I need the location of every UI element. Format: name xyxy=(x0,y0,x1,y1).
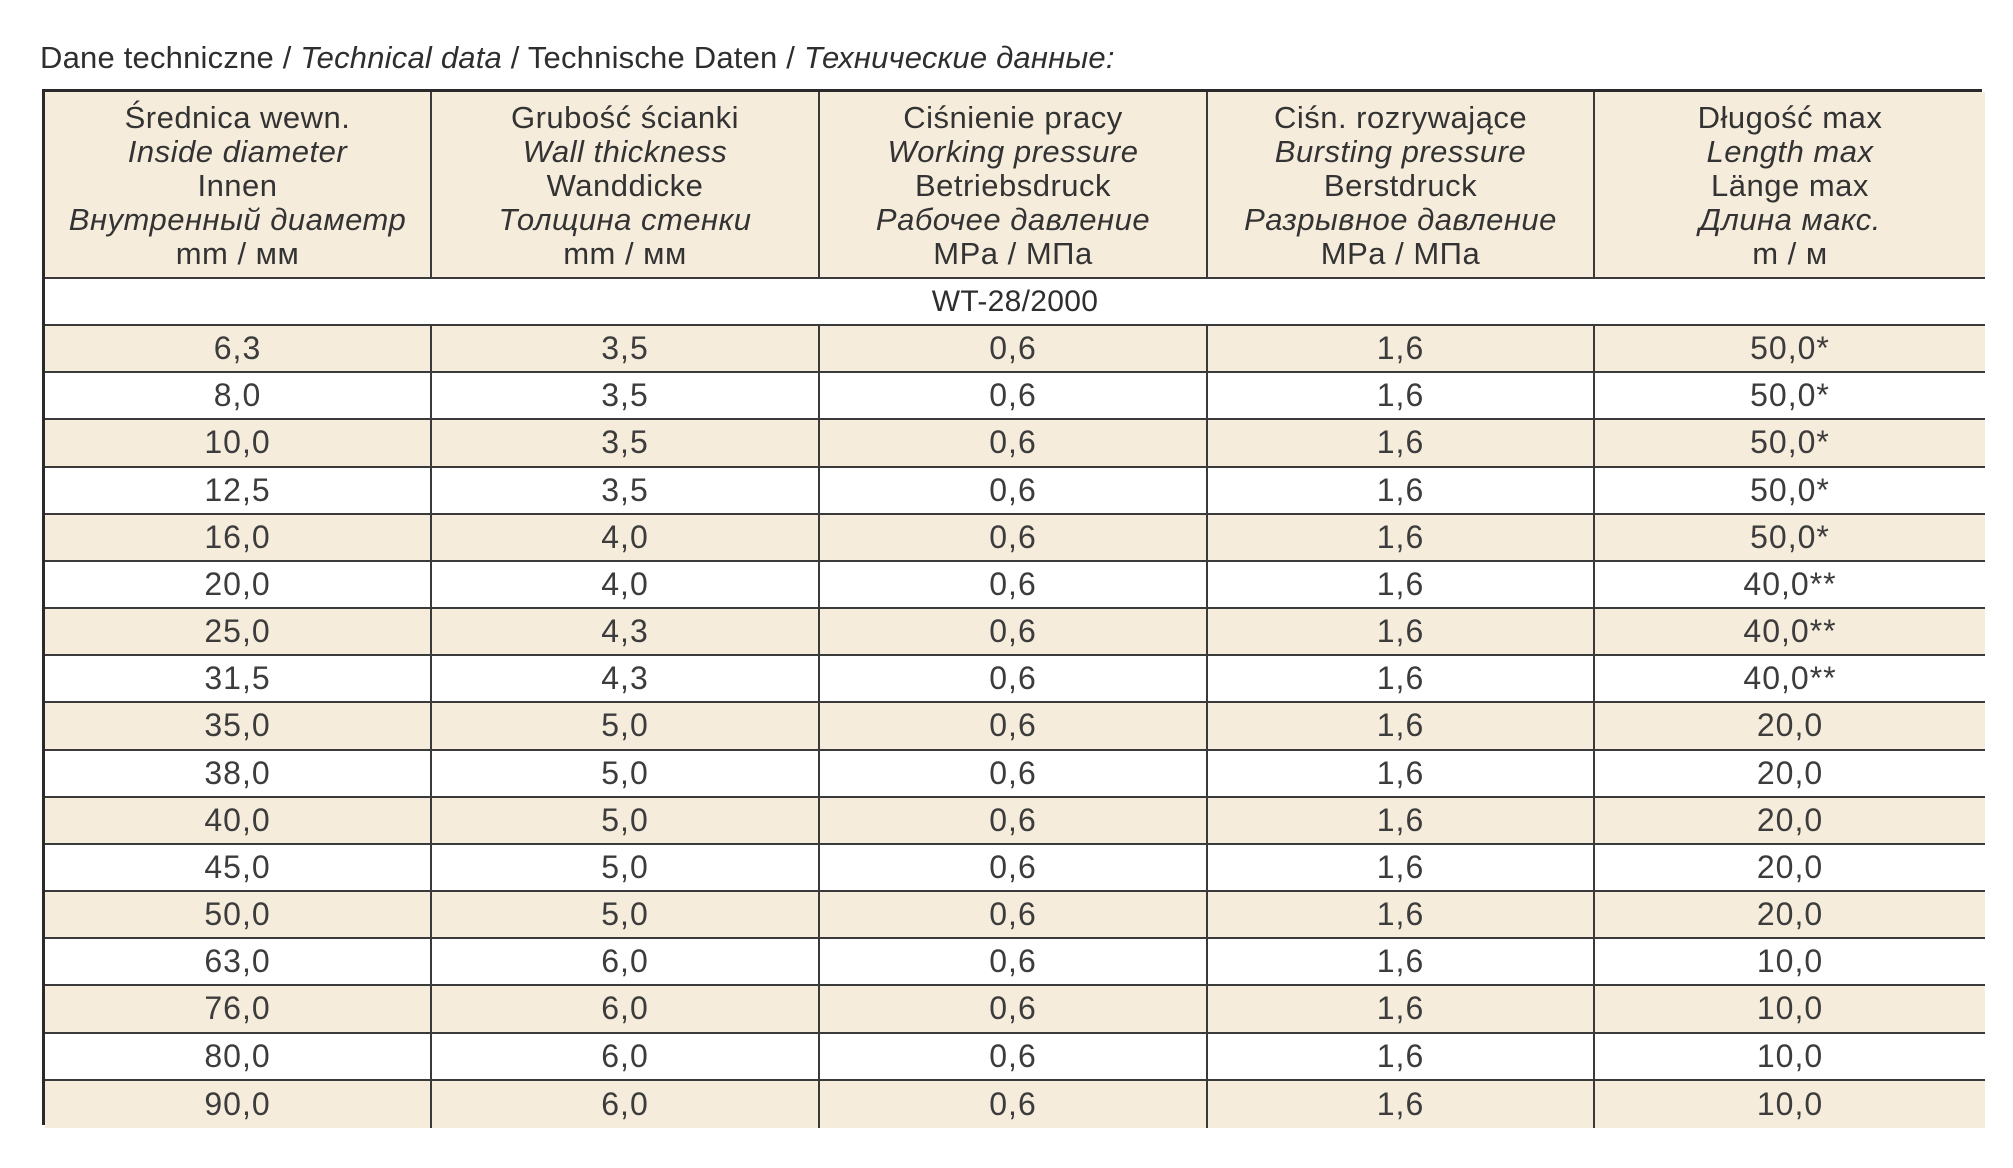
table-cell-bursting-pressure: 1,6 xyxy=(1208,656,1595,703)
table-cell-length-max: 20,0 xyxy=(1595,845,1985,892)
header-label-pl: Długość max xyxy=(1697,99,1883,135)
table-cell-length-max: 50,0* xyxy=(1595,468,1985,515)
table-cell-inside-diameter: 35,0 xyxy=(45,703,432,750)
header-wall-thickness xyxy=(432,92,820,279)
header-label-en: Bursting pressure xyxy=(1274,133,1527,169)
table-cell-inside-diameter: 20,0 xyxy=(45,562,432,609)
table-cell-wall-thickness: 5,0 xyxy=(432,703,820,750)
table-cell-working-pressure: 0,6 xyxy=(820,420,1208,467)
table-cell-wall-thickness: 3,5 xyxy=(432,468,820,515)
table-cell-inside-diameter: 50,0 xyxy=(45,892,432,939)
table-cell-length-max: 40,0** xyxy=(1595,562,1985,609)
table-cell-length-max: 50,0* xyxy=(1595,326,1985,373)
table-cell-bursting-pressure: 1,6 xyxy=(1208,939,1595,986)
header-length-max xyxy=(1595,92,1985,279)
table-cell-working-pressure: 0,6 xyxy=(820,515,1208,562)
table-cell-length-max: 10,0 xyxy=(1595,939,1985,986)
table-cell-bursting-pressure: 1,6 xyxy=(1208,468,1595,515)
table-cell-length-max: 50,0* xyxy=(1595,420,1985,467)
table-cell-inside-diameter: 38,0 xyxy=(45,751,432,798)
header-label-de: Länge max xyxy=(1711,167,1869,203)
table-cell-inside-diameter: 8,0 xyxy=(45,373,432,420)
header-working-pressure xyxy=(820,92,1208,279)
table-cell-working-pressure: 0,6 xyxy=(820,892,1208,939)
table-cell-working-pressure: 0,6 xyxy=(820,373,1208,420)
table-cell-wall-thickness: 6,0 xyxy=(432,939,820,986)
table-cell-wall-thickness: 6,0 xyxy=(432,1081,820,1128)
table-cell-length-max: 40,0** xyxy=(1595,656,1985,703)
header-label-de: Berstdruck xyxy=(1323,167,1478,203)
technical-data-table xyxy=(42,89,1982,1125)
table-cell-working-pressure: 0,6 xyxy=(820,468,1208,515)
header-label-pl: Średnica wewn. xyxy=(124,99,351,135)
header-bursting-pressure xyxy=(1208,92,1595,279)
table-cell-wall-thickness: 6,0 xyxy=(432,986,820,1033)
table-cell-working-pressure: 0,6 xyxy=(820,1081,1208,1128)
table-cell-working-pressure: 0,6 xyxy=(820,656,1208,703)
header-label-de: Wanddicke xyxy=(546,167,704,203)
table-cell-length-max: 40,0** xyxy=(1595,609,1985,656)
table-cell-working-pressure: 0,6 xyxy=(820,562,1208,609)
header-label-ru: Разрывное давление xyxy=(1244,201,1557,237)
header-unit: mm / мм xyxy=(563,235,687,271)
table-cell-inside-diameter: 31,5 xyxy=(45,656,432,703)
table-cell-bursting-pressure: 1,6 xyxy=(1208,703,1595,750)
table-cell-length-max: 20,0 xyxy=(1595,703,1985,750)
table-cell-wall-thickness: 5,0 xyxy=(432,892,820,939)
table-cell-bursting-pressure: 1,6 xyxy=(1208,609,1595,656)
table-cell-wall-thickness: 3,5 xyxy=(432,326,820,373)
header-unit: MPa / МПа xyxy=(933,235,1093,271)
table-cell-bursting-pressure: 1,6 xyxy=(1208,326,1595,373)
header-label-pl: Grubość ścianki xyxy=(510,99,740,135)
table-cell-inside-diameter: 12,5 xyxy=(45,468,432,515)
title-polish: Dane techniczne / xyxy=(40,40,301,75)
title-german: Technische Daten xyxy=(527,40,778,75)
table-cell-bursting-pressure: 1,6 xyxy=(1208,892,1595,939)
table-cell-working-pressure: 0,6 xyxy=(820,798,1208,845)
table-cell-bursting-pressure: 1,6 xyxy=(1208,373,1595,420)
title-separator: / xyxy=(777,40,804,75)
header-label-pl: Ciśn. rozrywające xyxy=(1273,99,1528,135)
table-cell-length-max: 10,0 xyxy=(1595,1081,1985,1128)
table-cell-wall-thickness: 6,0 xyxy=(432,1034,820,1081)
table-cell-working-pressure: 0,6 xyxy=(820,326,1208,373)
header-label-pl: Ciśnienie pracy xyxy=(903,99,1123,135)
table-cell-bursting-pressure: 1,6 xyxy=(1208,420,1595,467)
header-label-de: Innen xyxy=(197,167,278,203)
product-group-label: WT-28/2000 xyxy=(45,279,1985,326)
table-cell-inside-diameter: 76,0 xyxy=(45,986,432,1033)
table-cell-working-pressure: 0,6 xyxy=(820,703,1208,750)
table-cell-length-max: 50,0* xyxy=(1595,515,1985,562)
table-cell-inside-diameter: 25,0 xyxy=(45,609,432,656)
table-cell-length-max: 10,0 xyxy=(1595,1034,1985,1081)
table-cell-working-pressure: 0,6 xyxy=(820,986,1208,1033)
header-label-en: Length max xyxy=(1706,133,1874,169)
table-cell-wall-thickness: 3,5 xyxy=(432,420,820,467)
header-label-de: Betriebsdruck xyxy=(914,167,1112,203)
table-cell-wall-thickness: 5,0 xyxy=(432,845,820,892)
header-unit: MPa / МПа xyxy=(1320,235,1481,271)
table-cell-wall-thickness: 3,5 xyxy=(432,373,820,420)
page-title xyxy=(40,40,1115,76)
header-label-ru: Толщина стенки xyxy=(498,201,752,237)
table-cell-inside-diameter: 63,0 xyxy=(45,939,432,986)
table-cell-bursting-pressure: 1,6 xyxy=(1208,986,1595,1033)
table-cell-bursting-pressure: 1,6 xyxy=(1208,798,1595,845)
header-unit: mm / мм xyxy=(175,235,300,271)
table-cell-working-pressure: 0,6 xyxy=(820,845,1208,892)
table-cell-length-max: 10,0 xyxy=(1595,986,1985,1033)
table-cell-inside-diameter: 45,0 xyxy=(45,845,432,892)
header-label-en: Wall thickness xyxy=(522,133,728,169)
header-label-en: Inside diameter xyxy=(127,133,348,169)
table-cell-wall-thickness: 4,0 xyxy=(432,515,820,562)
table-cell-length-max: 50,0* xyxy=(1595,373,1985,420)
table-cell-bursting-pressure: 1,6 xyxy=(1208,515,1595,562)
table-cell-bursting-pressure: 1,6 xyxy=(1208,751,1595,798)
table-cell-inside-diameter: 40,0 xyxy=(45,798,432,845)
header-label-ru: Внутренный диаметр xyxy=(68,201,407,237)
table-cell-working-pressure: 0,6 xyxy=(820,609,1208,656)
header-label-en: Working pressure xyxy=(887,133,1139,169)
table-cell-inside-diameter: 80,0 xyxy=(45,1034,432,1081)
header-label-ru: Рабочее давление xyxy=(875,201,1151,237)
table-cell-bursting-pressure: 1,6 xyxy=(1208,562,1595,609)
table-cell-wall-thickness: 5,0 xyxy=(432,798,820,845)
table-cell-wall-thickness: 4,3 xyxy=(432,609,820,656)
header-label-ru: Длина макс. xyxy=(1699,201,1881,237)
table-cell-length-max: 20,0 xyxy=(1595,798,1985,845)
table-cell-bursting-pressure: 1,6 xyxy=(1208,1034,1595,1081)
table-cell-length-max: 20,0 xyxy=(1595,892,1985,939)
table-cell-bursting-pressure: 1,6 xyxy=(1208,845,1595,892)
table-cell-inside-diameter: 16,0 xyxy=(45,515,432,562)
table-cell-wall-thickness: 4,0 xyxy=(432,562,820,609)
table-cell-length-max: 20,0 xyxy=(1595,751,1985,798)
title-russian: Технические данные: xyxy=(803,40,1115,75)
header-unit: m / м xyxy=(1752,235,1828,271)
table-cell-inside-diameter: 10,0 xyxy=(45,420,432,467)
title-separator: / xyxy=(501,40,528,75)
title-english: Technical data xyxy=(300,40,502,75)
table-cell-inside-diameter: 6,3 xyxy=(45,326,432,373)
table-cell-working-pressure: 0,6 xyxy=(820,939,1208,986)
table-cell-working-pressure: 0,6 xyxy=(820,751,1208,798)
table-cell-bursting-pressure: 1,6 xyxy=(1208,1081,1595,1128)
table-cell-inside-diameter: 90,0 xyxy=(45,1081,432,1128)
header-inside-diameter xyxy=(45,92,432,279)
table-cell-working-pressure: 0,6 xyxy=(820,1034,1208,1081)
table-cell-wall-thickness: 4,3 xyxy=(432,656,820,703)
table-cell-wall-thickness: 5,0 xyxy=(432,751,820,798)
